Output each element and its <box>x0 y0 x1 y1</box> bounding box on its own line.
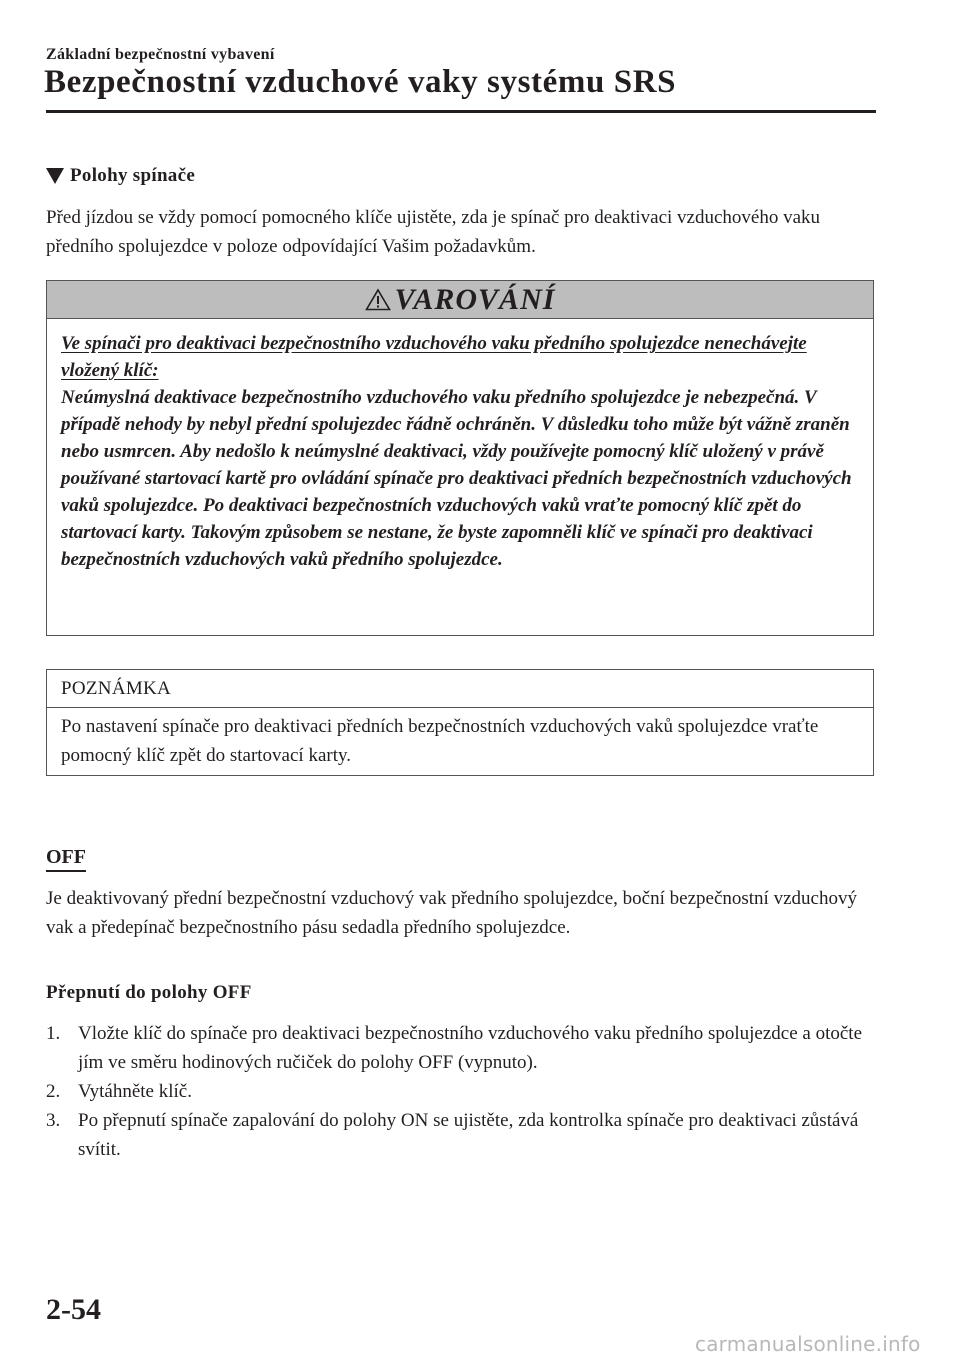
step-number: 1. <box>46 1023 61 1044</box>
list-item <box>46 1106 866 1164</box>
list-item <box>46 1019 866 1077</box>
section-heading-text: Polohy spínače <box>70 165 196 186</box>
page-number: 2-54 <box>46 1293 101 1326</box>
off-subheading: Přepnutí do polohy OFF <box>46 982 252 1003</box>
header-divider <box>46 110 876 113</box>
triangle-bullet-icon <box>46 168 64 184</box>
step-text: Po přepnutí spínače zapalování do polohy ON se ujistěte, zda kontrolka spínače pro deaktivaci zůstává svítit. <box>78 1110 859 1160</box>
off-description: Je deaktivovaný přední bezpečnostní vzduchový vak předního spolujezdce, boční bezpečnostní vzduchový vak a předepínač bezpečnostního pásu sedadla předního spolujezdce. <box>46 888 857 938</box>
step-number: 3. <box>46 1110 61 1131</box>
section-heading <box>46 165 195 187</box>
warning-title: VAROVÁNÍ <box>394 282 556 316</box>
note-header <box>47 670 873 708</box>
steps-list <box>46 1019 866 1164</box>
note-text: Po nastavení spínače pro deaktivaci předních bezpečnostních vzduchových vaků spolujezdce vraťte pomocný klíč zpět do startovací karty. <box>61 716 819 766</box>
watermark: carmanualsonline.info <box>695 1332 921 1356</box>
warning-triangle-icon <box>365 288 391 311</box>
chapter-label: Základní bezpečnostní vybavení <box>46 46 275 63</box>
step-number: 2. <box>46 1081 61 1102</box>
warning-lead: Ve spínači pro deaktivaci bezpečnostního vzduchového vaku předního spolujezdce nenechávejte vložený klíč: <box>61 333 807 381</box>
note-box <box>46 669 874 776</box>
warning-text: Neúmyslná deaktivace bezpečnostního vzduchového vaku předního spolujezdce je nebezpečná. V případě nehody by nebyl přední spolujezdec řádně ochráněn. V důsledku toho může být vážně zraněn nebo usmrcen. Aby nedošlo k neúmyslné deaktivaci, vždy používejte pomocný klíč uložený v právě používané startovací kartě pro ovládání spínače pro deaktivaci předních bezpečnostních vzduchových vaků spolujezdce. Po deaktivaci bezpečnostních vzduchových vaků vraťte pomocný klíč zpět do startovací karty. Takovým způsobem se nestane, že byste zapomněli klíč ve spínači pro deaktivaci bezpečnostních vzduchových vaků předního spolujezdce. <box>61 387 852 570</box>
warning-box <box>46 280 874 636</box>
warning-body <box>47 319 873 573</box>
off-heading: OFF <box>46 846 86 872</box>
list-item <box>46 1077 866 1106</box>
intro-paragraph: Před jízdou se vždy pomocí pomocného klíče ujistěte, zda je spínač pro deaktivaci vzduchového vaku předního spolujezdce v poloze odpovídající Vašim požadavkům. <box>46 207 821 257</box>
note-title: POZNÁMKA <box>61 677 172 699</box>
step-text: Vložte klíč do spínače pro deaktivaci bezpečnostního vzduchového vaku předního spolujezdce a otočte jím ve směru hodinových ručiček do polohy OFF (vypnuto). <box>78 1023 863 1073</box>
warning-header <box>47 281 873 319</box>
page-title: Bezpečnostní vzduchové vaky systému SRS <box>44 64 677 100</box>
step-text: Vytáhněte klíč. <box>78 1081 192 1102</box>
